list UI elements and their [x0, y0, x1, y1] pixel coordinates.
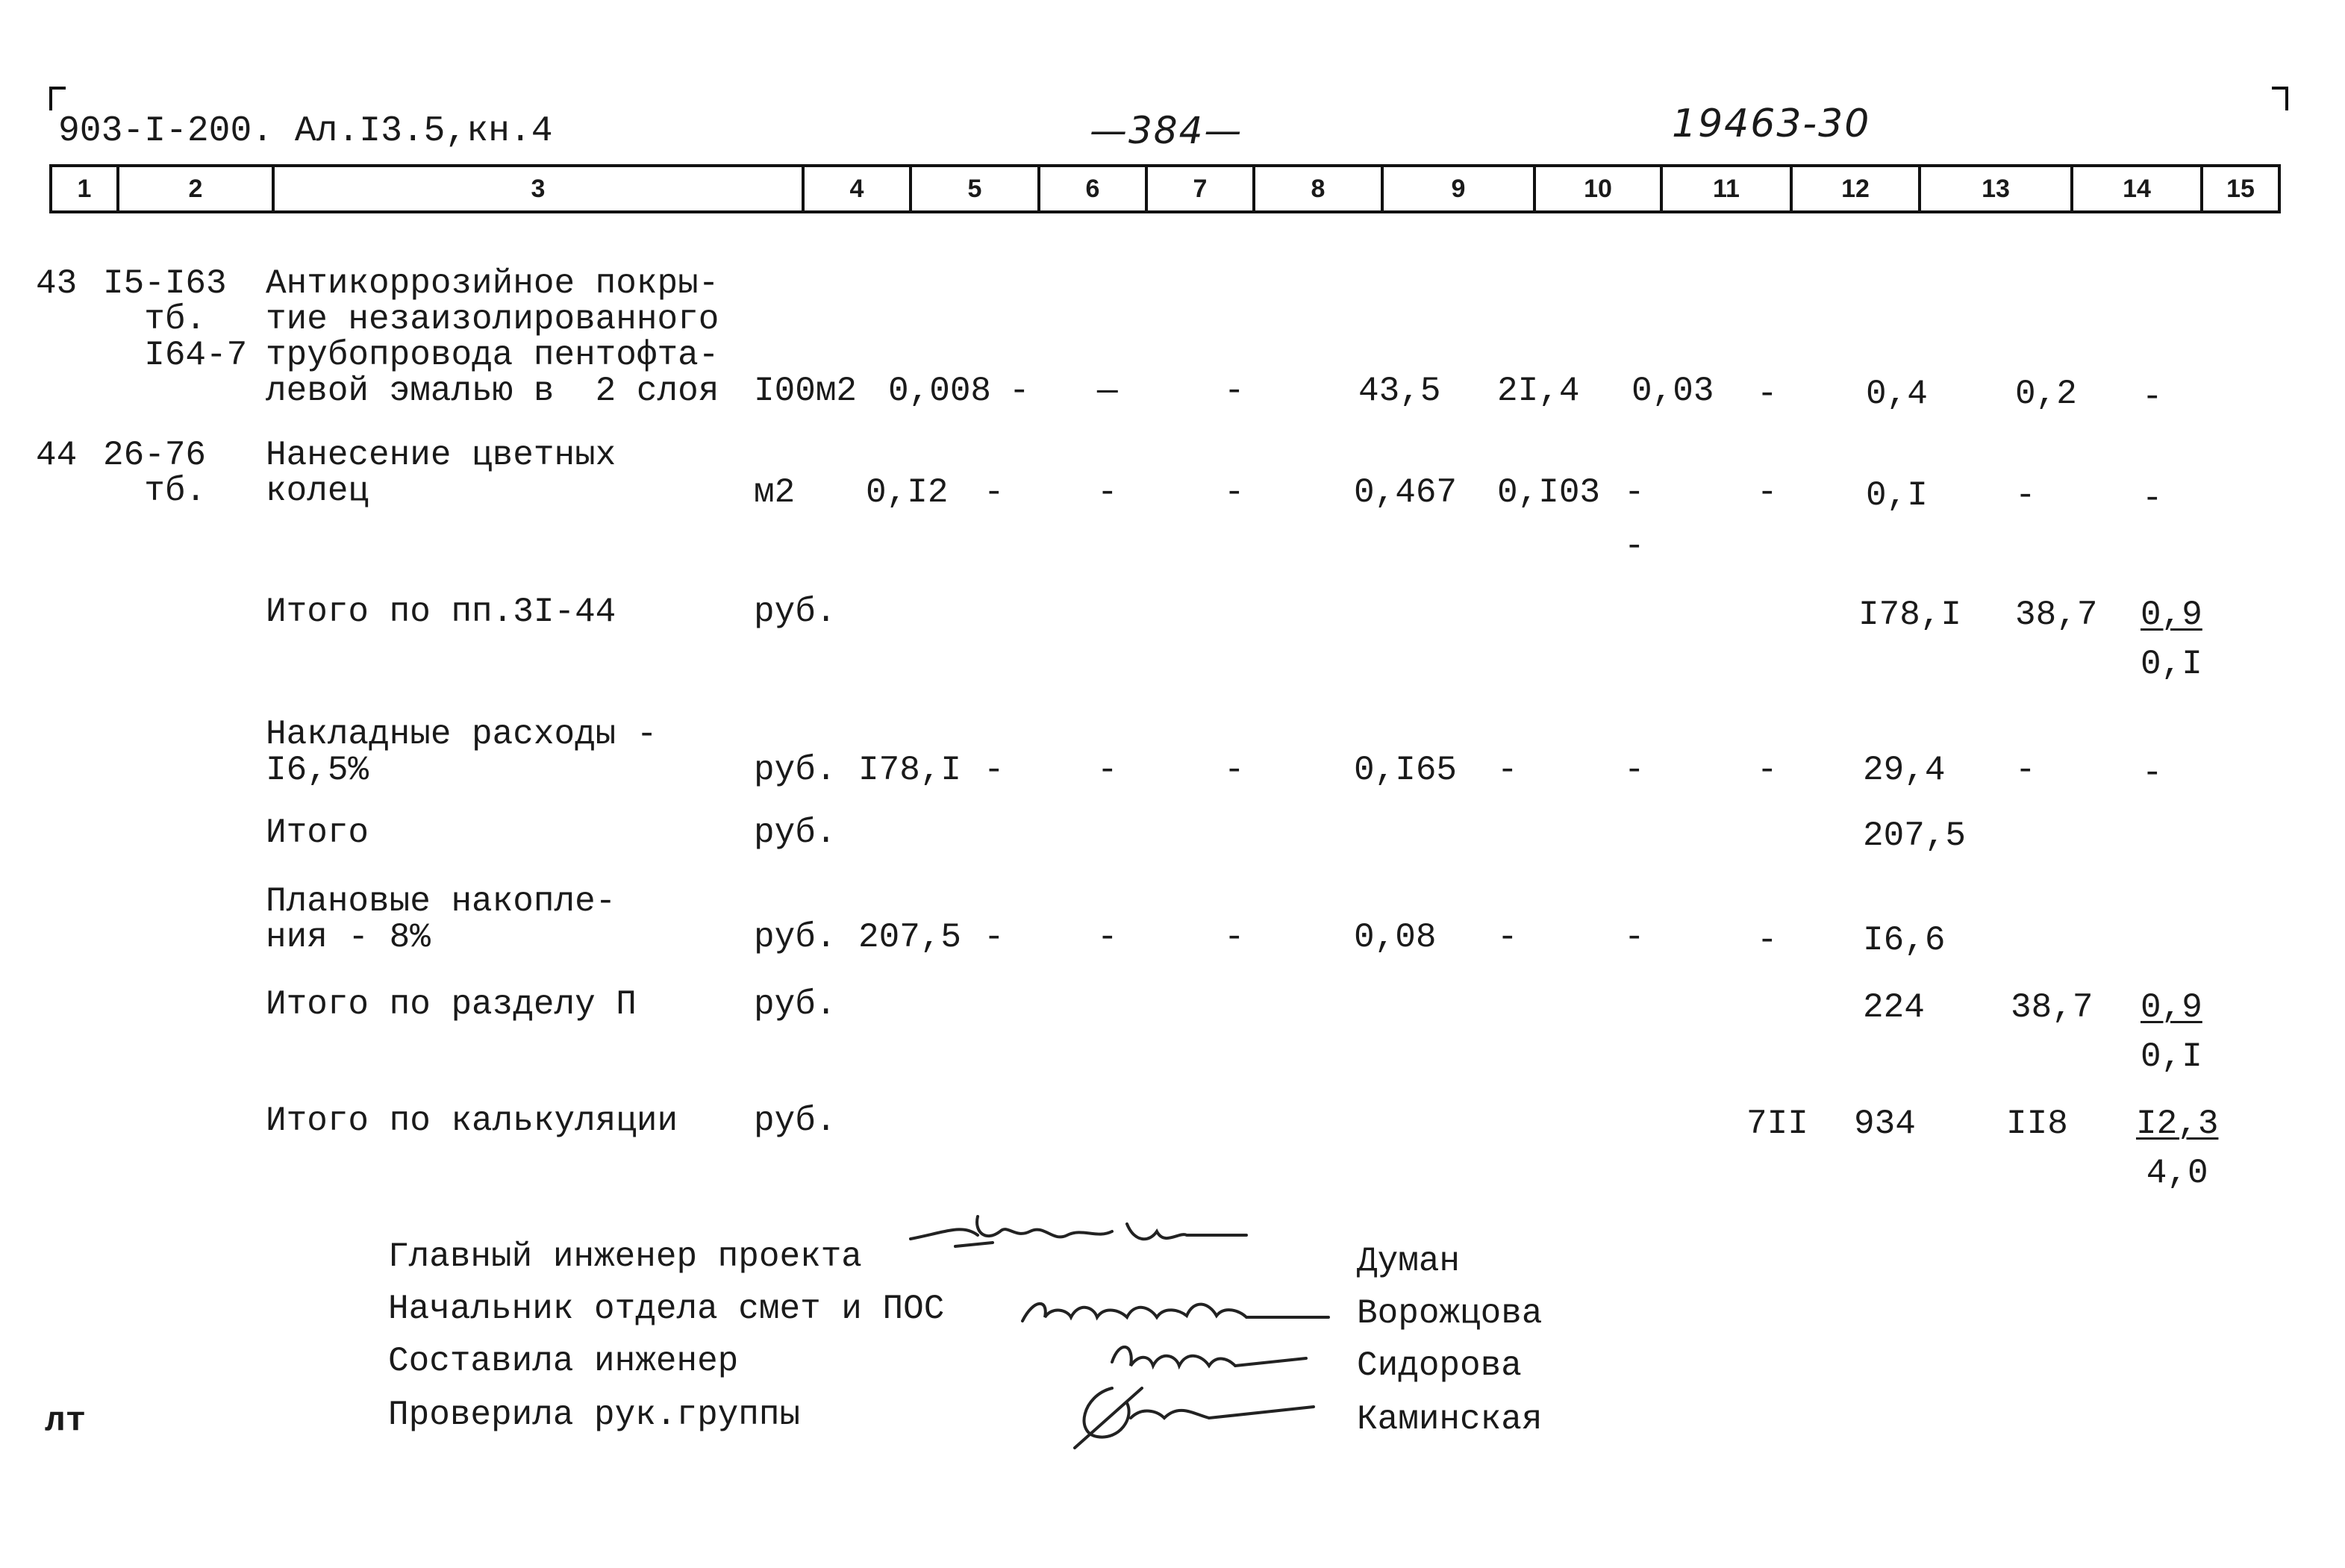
cell-6: - — [984, 751, 1005, 790]
signature-name: Ворожцова — [1357, 1294, 1543, 1333]
quantity: 0,008 — [888, 372, 992, 410]
row-number: 43 — [36, 264, 78, 303]
cell-6: - — [984, 473, 1005, 512]
cell-10: 0,I03 — [1497, 473, 1601, 512]
norm-code: 26-76 тб. — [103, 436, 207, 510]
row-label: Плановые накопле- ния - 8% — [266, 882, 616, 957]
fraction-bottom: 4,0 — [2146, 1154, 2208, 1193]
cell-15: - — [2142, 754, 2163, 793]
cell-10: - — [1497, 918, 1518, 957]
unit: руб. — [754, 593, 837, 631]
unit: руб. — [754, 751, 837, 790]
signature-role: Главный инженер проекта — [388, 1237, 862, 1276]
cell-13: 0,4 — [1866, 375, 1928, 413]
col-4: 4 — [802, 167, 909, 210]
cell-15-fraction — [2136, 1106, 2218, 1191]
row-label: Накладные расходы - I6,5% — [266, 715, 658, 790]
cell-15: - — [2142, 479, 2163, 518]
cell-13: 29,4 — [1863, 751, 1946, 790]
unit: руб. — [754, 1102, 837, 1140]
col-1: 1 — [49, 167, 116, 210]
unit: м2 — [754, 473, 796, 512]
cell-7: - — [1097, 918, 1118, 957]
cell-15: - — [2142, 378, 2163, 416]
col-7: 7 — [1145, 167, 1252, 210]
cell-9: 0,467 — [1354, 473, 1458, 512]
corner-mark-right — [2272, 87, 2288, 110]
column-number-header — [49, 164, 2281, 213]
fraction-top: 0,9 — [2141, 988, 2202, 1027]
cell-15-fraction — [2141, 597, 2202, 682]
cell-8: - — [1224, 751, 1245, 790]
row-number: 44 — [36, 436, 78, 475]
cell-12: - — [1757, 375, 1778, 413]
document-code: 903-I-200. Ал.I3.5,кн.4 — [58, 111, 553, 152]
cell-13: I6,6 — [1863, 921, 1946, 960]
corner-mark-left — [49, 87, 66, 110]
cell-11: - — [1624, 918, 1645, 957]
cell-13: 934 — [1854, 1105, 1916, 1143]
cell-11: - — [1624, 751, 1645, 790]
cell-14: 38,7 — [2015, 596, 2098, 634]
cell-10: 2I,4 — [1497, 372, 1580, 410]
norm-code: I5-I63 тб. I64-7 — [103, 264, 248, 375]
unit: руб. — [754, 813, 837, 852]
unit: руб. — [754, 918, 837, 957]
work-name: Нанесение цветных колец — [266, 436, 616, 510]
col-2: 2 — [116, 167, 272, 210]
cell-15-fraction — [2141, 990, 2202, 1075]
cell-12: - — [1757, 751, 1778, 790]
unit: руб. — [754, 985, 837, 1024]
cell-12: 7II — [1746, 1105, 1808, 1143]
cell-14: 38,7 — [2011, 988, 2093, 1027]
col-6: 6 — [1037, 167, 1145, 210]
cell-9: 0,08 — [1354, 918, 1437, 957]
cell-12: - — [1757, 921, 1778, 960]
cell-8: - — [1224, 372, 1245, 410]
page-number: —384— — [1090, 109, 1243, 152]
cell-6: - — [984, 918, 1005, 957]
cell-14: II8 — [2006, 1105, 2068, 1143]
signature-name: Сидорова — [1357, 1346, 1522, 1385]
col-15: 15 — [2200, 167, 2281, 210]
col-13: 13 — [1918, 167, 2070, 210]
signature-scribble-chief-engineer — [903, 1202, 1261, 1284]
signature-scribble-group-lead — [1060, 1373, 1328, 1455]
cell-14: - — [2015, 476, 2036, 515]
row-label: Итого — [266, 813, 369, 852]
cell-6: - — [1009, 372, 1030, 410]
row-label: Итого по калькуляции — [266, 1102, 678, 1140]
footer-mark: лт — [45, 1402, 87, 1440]
signature-role: Проверила рук.группы — [388, 1396, 801, 1434]
cell-9: 43,5 — [1358, 372, 1441, 410]
col-10: 10 — [1533, 167, 1660, 210]
cell-10: - — [1497, 751, 1518, 790]
signature-role: Составила инженер — [388, 1342, 739, 1381]
col-9: 9 — [1381, 167, 1533, 210]
col-3: 3 — [272, 167, 802, 210]
col-12: 12 — [1790, 167, 1918, 210]
signature-name: Каминская — [1357, 1400, 1543, 1439]
signature-name: Думан — [1357, 1242, 1461, 1281]
cell-9: 0,I65 — [1354, 751, 1458, 790]
quantity: 207,5 — [858, 918, 962, 957]
row-label: Итого по пп.3I-44 — [266, 593, 616, 631]
row-label: Итого по разделу П — [266, 985, 637, 1024]
cell-14: - — [2015, 751, 2036, 790]
inventory-number: 19463-30 — [1672, 101, 1871, 146]
col-5: 5 — [909, 167, 1037, 210]
col-8: 8 — [1252, 167, 1381, 210]
cell-11: 0,03 — [1631, 372, 1714, 410]
fraction-top: I2,3 — [2136, 1105, 2219, 1143]
cell-8: - — [1224, 473, 1245, 512]
cell-11: - — [1624, 473, 1645, 512]
work-name: Антикоррозийное покры- тие незаизолированного трубопровода пентофта- левой эмалью в 2 слоя — [266, 264, 719, 410]
cell-12: - — [1757, 473, 1778, 512]
fraction-top: 0,9 — [2141, 596, 2202, 634]
quantity: 0,I2 — [866, 473, 949, 512]
cell-13: I78,I — [1858, 596, 1962, 634]
col-14: 14 — [2070, 167, 2200, 210]
cell-13: 0,I — [1866, 476, 1928, 515]
col-11: 11 — [1660, 167, 1790, 210]
cell-14: 0,2 — [2015, 375, 2077, 413]
quantity: I78,I — [858, 751, 962, 790]
cell-13: 207,5 — [1863, 816, 1967, 855]
signature-role: Начальник отдела смет и ПОС — [388, 1290, 945, 1328]
cell-11-second: - — [1624, 527, 1645, 566]
cell-7: - — [1097, 751, 1118, 790]
fraction-bottom: 0,I — [2141, 1037, 2202, 1076]
fraction-bottom: 0,I — [2141, 645, 2202, 684]
cell-8: - — [1224, 918, 1245, 957]
cell-13: 224 — [1863, 988, 1925, 1027]
cell-7: — — [1097, 372, 1118, 410]
unit: I00м2 — [754, 372, 858, 410]
cell-7: - — [1097, 473, 1118, 512]
